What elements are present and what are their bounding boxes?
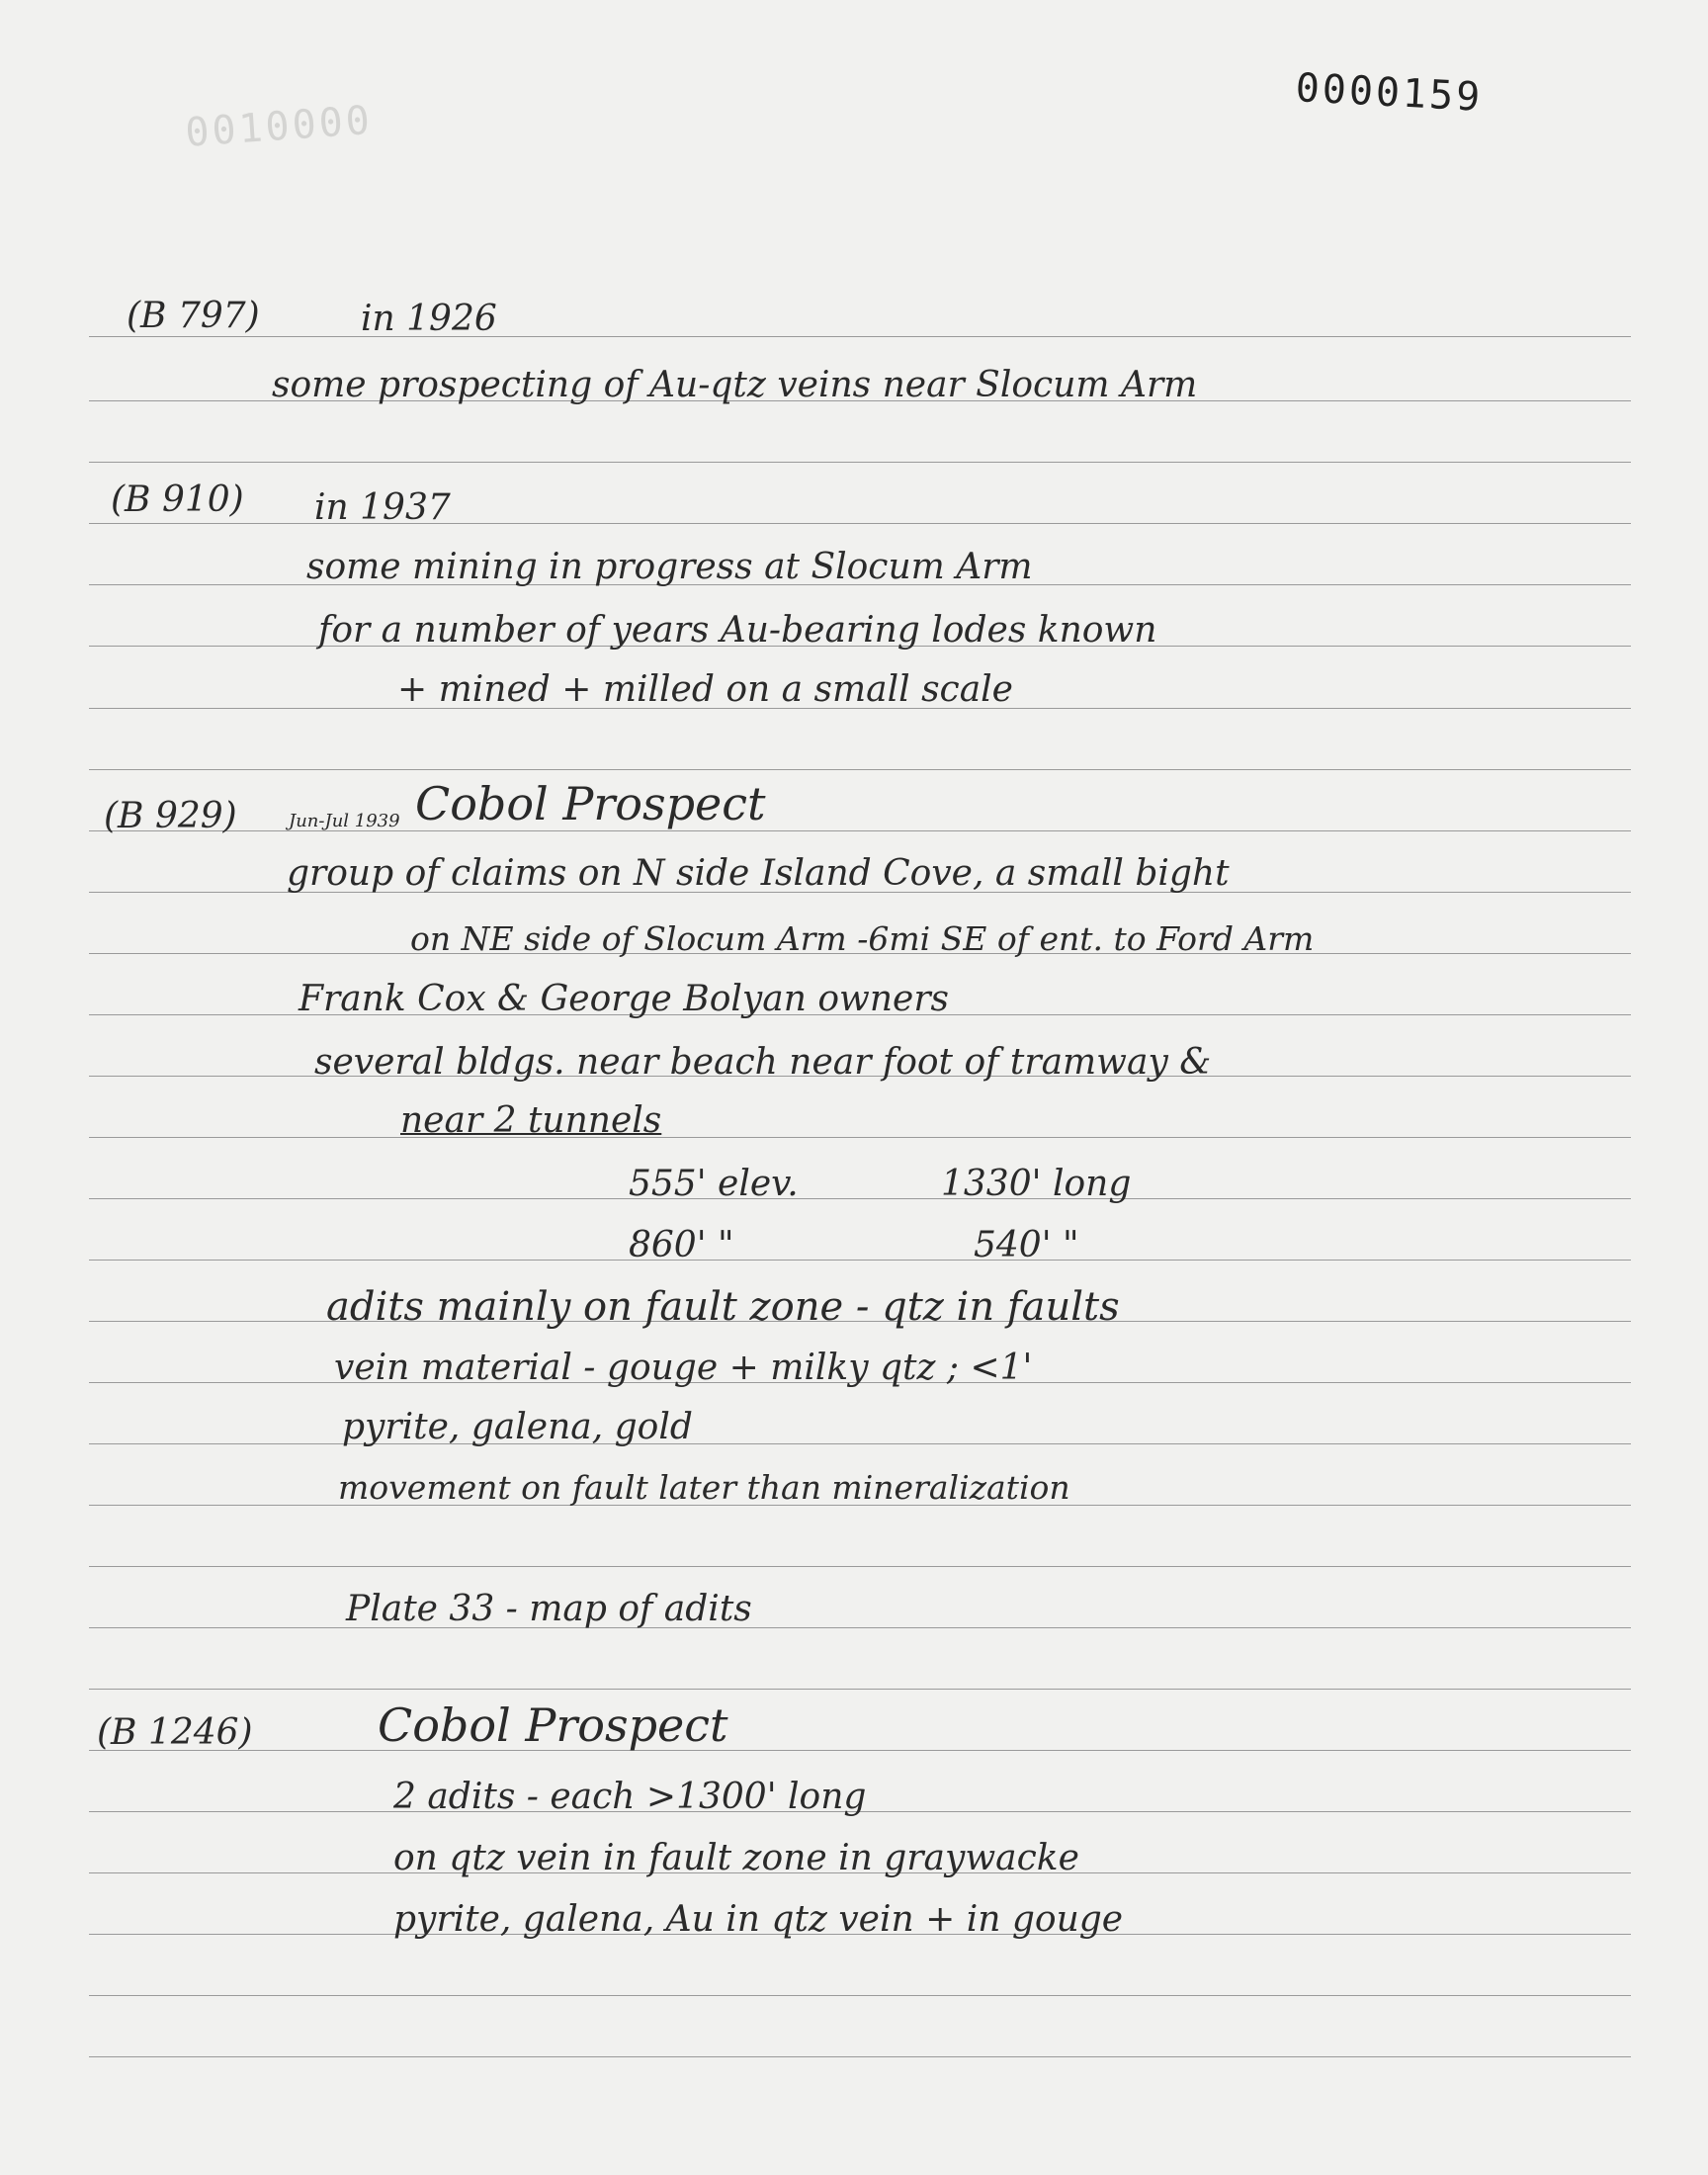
ruled-line <box>89 1689 1631 1690</box>
note-line: pyrite, galena, gold <box>342 1407 693 1447</box>
note-line: several bldgs. near beach near foot of tramway & <box>314 1042 1212 1083</box>
note-line: Frank Cox & George Bolyan owners <box>299 979 950 1019</box>
note-line: for a number of years Au-bearing lodes known <box>318 610 1157 651</box>
ruled-line <box>89 2056 1631 2057</box>
ruled-line <box>89 336 1631 337</box>
note-line: group of claims on N side Island Cove, a small bight <box>287 853 1230 894</box>
tunnel-length: 540' " <box>974 1225 1079 1265</box>
document-stamp-number: 0000159 <box>1294 65 1485 121</box>
ruled-line <box>89 1566 1631 1567</box>
note-line: 2 adits - each >1300' long <box>393 1777 867 1817</box>
note-line: some prospecting of Au-qtz veins near Slocum Arm <box>272 365 1198 405</box>
ruled-line <box>89 1750 1631 1751</box>
plate-reference: Plate 33 - map of adits <box>346 1589 752 1629</box>
note-line: + mined + milled on a small scale <box>397 669 1013 710</box>
ruled-line <box>89 1260 1631 1261</box>
ruled-line <box>89 1137 1631 1138</box>
section-date: in 1937 <box>314 487 451 528</box>
tunnel-length: 1330' long <box>941 1164 1132 1204</box>
ruled-line <box>89 1995 1631 1996</box>
ruled-line <box>89 1443 1631 1444</box>
note-line: on qtz vein in fault zone in graywacke <box>393 1838 1079 1878</box>
section-title: Cobol Prospect <box>378 1698 728 1752</box>
note-line: movement on fault later than mineralization <box>338 1468 1070 1507</box>
section-ref: (B 797) <box>127 296 260 336</box>
ruled-line <box>89 462 1631 463</box>
section-ref: (B 910) <box>111 479 244 520</box>
note-line: near 2 tunnels <box>400 1100 662 1141</box>
tunnel-elevation: 860' " <box>629 1225 734 1265</box>
ruled-line <box>89 1627 1631 1628</box>
section-ref: (B 1246) <box>97 1712 253 1753</box>
note-line: adits mainly on fault zone - qtz in faults <box>326 1284 1120 1330</box>
ghost-stamp-number: 0010000 <box>184 97 375 156</box>
note-line: pyrite, galena, Au in qtz vein + in gouge <box>393 1899 1124 1940</box>
section-date: in 1926 <box>361 299 497 339</box>
ruled-line <box>89 769 1631 770</box>
section-ref: (B 929) <box>104 796 237 836</box>
note-line: vein material - gouge + milky qtz ; <1' <box>334 1348 1033 1388</box>
tunnel-elevation: 555' elev. <box>629 1164 799 1204</box>
note-line: on NE side of Slocum Arm -6mi SE of ent. to Ford Arm <box>410 919 1315 958</box>
section-title: Cobol Prospect <box>415 777 766 830</box>
section-date: Jun-Jul 1939 <box>289 811 400 831</box>
note-line: some mining in progress at Slocum Arm <box>306 547 1033 587</box>
ruled-line <box>89 1198 1631 1199</box>
